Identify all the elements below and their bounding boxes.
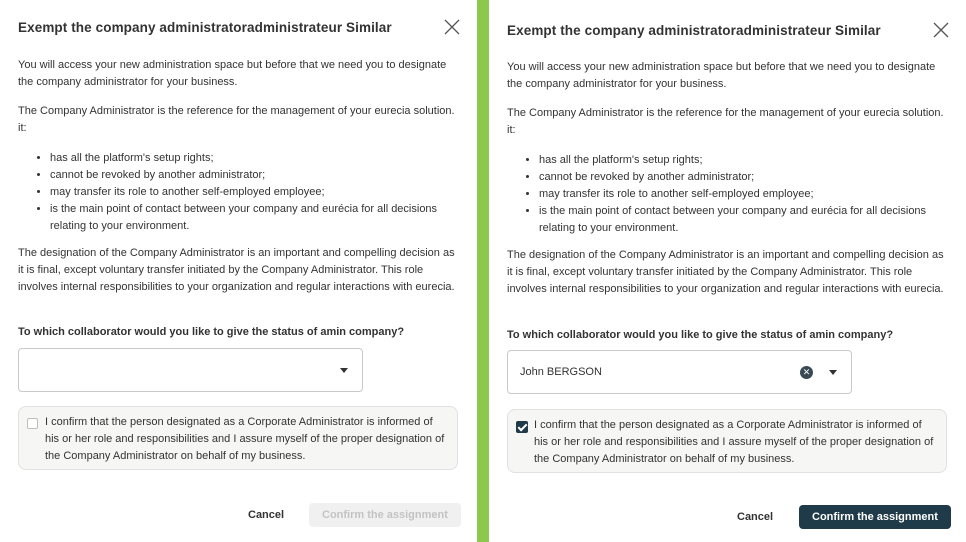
confirm-checkbox[interactable] [516,421,528,433]
intro-text: You will access your new administration space but before that we need you to designate the company administrator for your business. [18,59,447,88]
list-item: • is the main point of contact between your company and eurécia for all decisions relating to your environment. [50,201,458,235]
dialog-title: Exempt the company administratoradministrateur Similar [18,20,392,35]
confirm-checkbox[interactable] [27,418,38,429]
collaborator-select[interactable] [507,350,852,394]
chevron-down-icon[interactable] [340,368,348,373]
collaborator-question: To which collaborator would you like to give the status of amin company? [507,329,894,341]
rules-list [507,152,947,237]
confirm-panel [18,406,458,470]
close-icon[interactable] [443,18,461,36]
reference-text: The Company Administrator is the reference for the management of your eurecia solution. it: [507,107,944,136]
close-icon[interactable] [932,21,950,39]
list-item: • is the main point of contact between your company and eurécia for all decisions relating to your environment. [539,203,947,237]
list-item: • cannot be revoked by another administrator; [50,167,458,184]
confirm-assignment-button[interactable]: Confirm the assignment [799,505,951,529]
list-item: • may transfer its role to another self-employed employee; [50,184,458,201]
assign-admin-dialog-empty [0,0,477,542]
select-value: John BERGSON [520,366,602,378]
intro-text: You will access your new administration space but before that we need you to designate the company administrator for your business. [507,61,936,90]
confirm-panel [507,409,947,473]
rules-list [18,150,458,235]
clear-icon[interactable]: ✕ [800,366,813,379]
list-item: • cannot be revoked by another administrator; [539,169,947,186]
background-strip [477,0,489,542]
chevron-down-icon[interactable] [829,370,837,375]
list-item: • has all the platform's setup rights; [50,150,458,167]
list-item: • has all the platform's setup rights; [539,152,947,169]
confirm-text: I confirm that the person designated as a Corporate Administrator is informed of his or her role and responsibilities and I assure myself of the proper designation of the Company Administrator on behalf of my business. [45,416,445,462]
reference-text: The Company Administrator is the reference for the management of your eurecia solution. it: [18,105,455,134]
assign-admin-dialog-filled [489,0,966,542]
collaborator-select[interactable] [18,348,363,392]
designation-text: The designation of the Company Administrator is an important and compelling decision as it is final, except voluntary transfer initiated by the Company Administrator. This role involves internal responsibilities to your organization and regular interactions with eurecia. [507,249,944,295]
confirm-text: I confirm that the person designated as a Corporate Administrator is informed of his or her role and responsibilities and I assure myself of the proper designation of the Company Administrator on behalf of my business. [534,419,934,465]
dialog-title: Exempt the company administratoradministrateur Similar [507,23,881,38]
confirm-assignment-button[interactable]: Confirm the assignment [309,503,461,527]
collaborator-question: To which collaborator would you like to give the status of amin company? [18,326,405,338]
designation-text: The designation of the Company Administrator is an important and compelling decision as it is final, except voluntary transfer initiated by the Company Administrator. This role involves internal responsibilities to your organization and regular interactions with eurecia. [18,247,455,293]
cancel-button[interactable]: Cancel [737,511,774,523]
list-item: • may transfer its role to another self-employed employee; [539,186,947,203]
cancel-button[interactable]: Cancel [248,509,285,521]
